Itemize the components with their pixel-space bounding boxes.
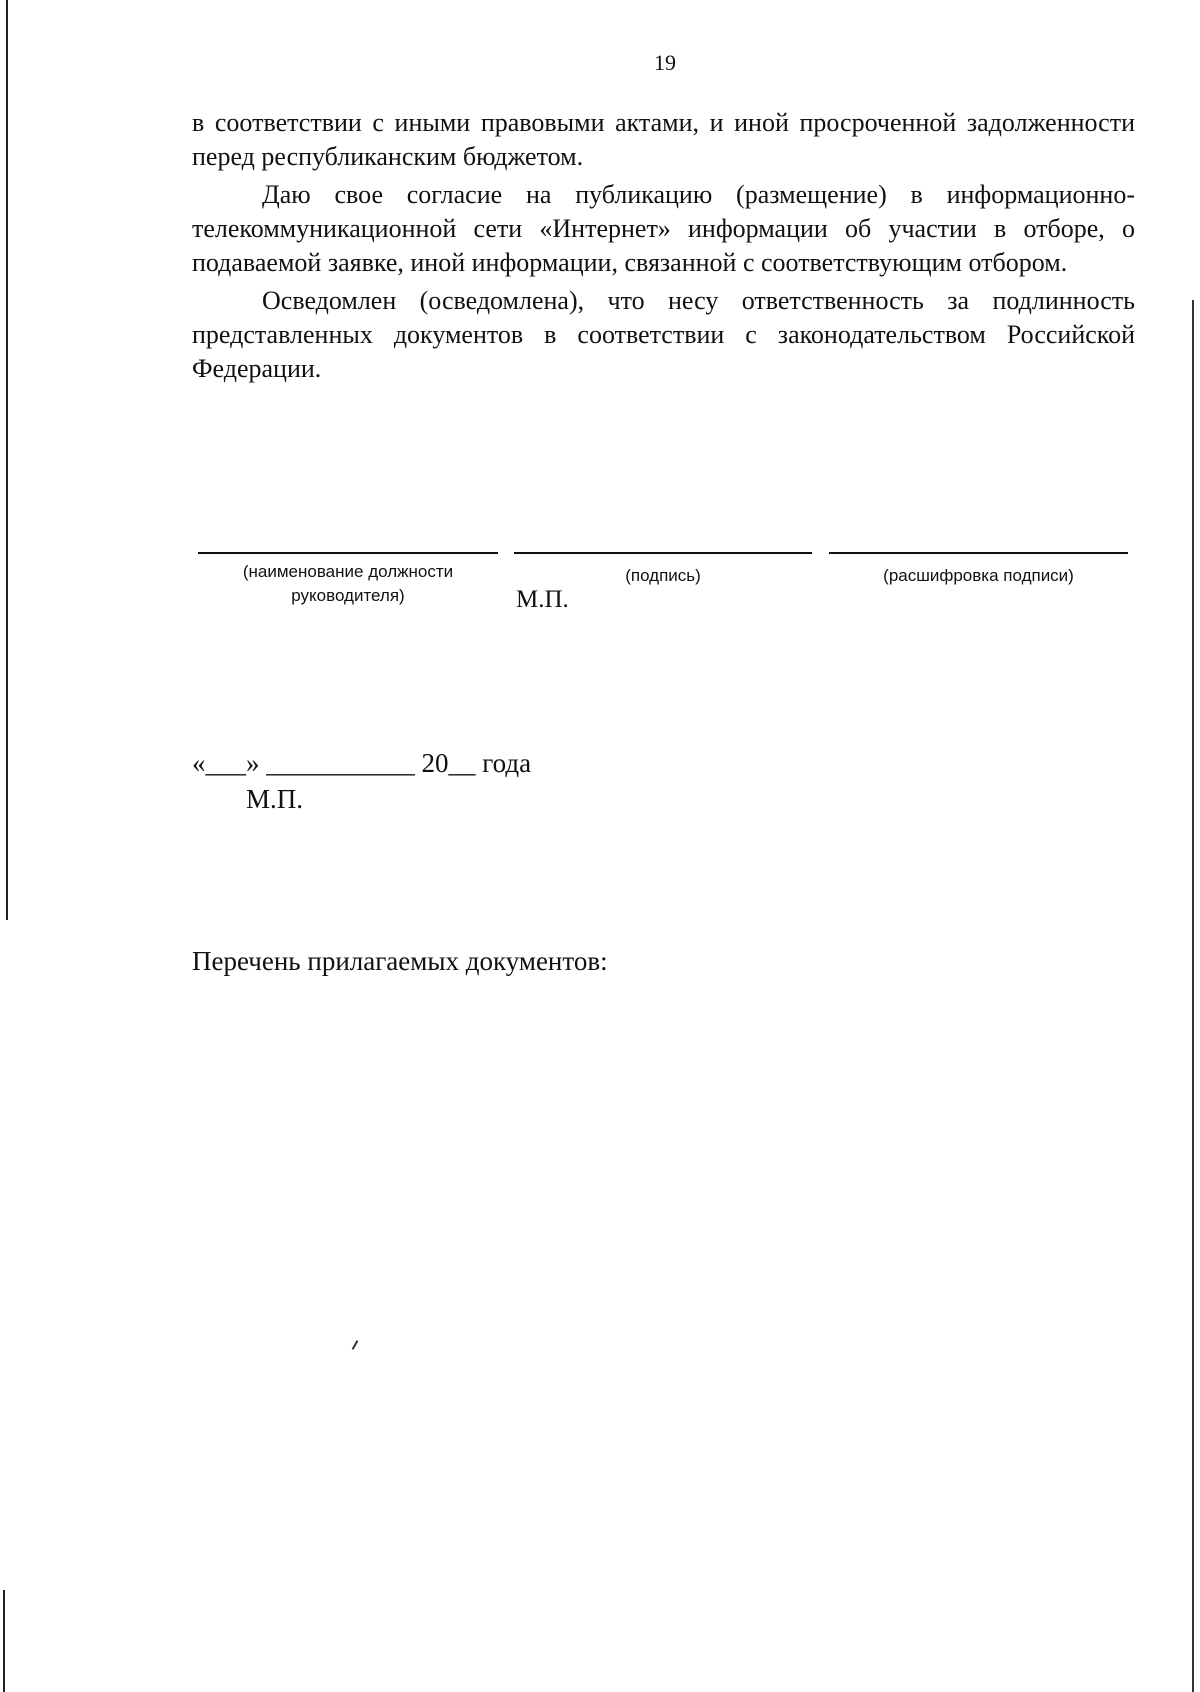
scan-edge-left: [6, 0, 8, 920]
signature-line: [514, 552, 812, 554]
stamp-label: М.П.: [516, 586, 569, 613]
decoding-caption: (расшифровка подписи): [883, 566, 1074, 585]
paragraph-continuation: в соответствии с иными правовыми актами, и иной просроченной задолженности перед республиканским бюджетом.: [192, 108, 1135, 171]
scan-edge-right: [1192, 300, 1194, 1692]
position-caption-line1: (наименование должности: [242, 562, 454, 581]
body-text: [192, 106, 1135, 390]
position-caption-line2: руководителя): [291, 586, 405, 605]
paragraph-responsibility: Осведомлен (осведомлена), что несу ответственность за подлинность представленных документов в соответствии с законодательством Российской Федерации.: [192, 286, 1135, 383]
paragraph-consent: Даю свое согласие на публикацию (размещение) в информационно-телекоммуникационной сети «Интернет» информации об участии в отборе, о подаваемой заявке, иной информации, связанной с соответствующим отбором.: [192, 180, 1135, 277]
position-caption: [198, 560, 498, 608]
page-number: 19: [654, 50, 676, 75]
stray-pen-mark: [352, 1340, 359, 1350]
date-line: «___» ___________ 20__ года: [192, 748, 532, 778]
attachments-heading: Перечень прилагаемых документов:: [192, 946, 608, 976]
decoding-signature-line: [829, 552, 1128, 554]
signature-caption: (подпись): [625, 566, 701, 585]
date-stamp-label: М.П.: [246, 784, 304, 814]
position-signature-line: [198, 552, 498, 554]
scan-edge-left-lower: [3, 1590, 5, 1692]
